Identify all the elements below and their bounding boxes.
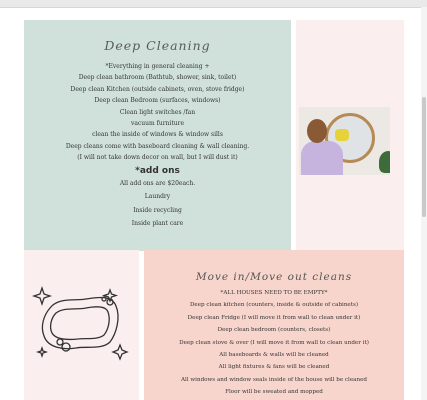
deep-cleaning-line: Deep clean bathroom (Bathtub, shower, sink, toilet) (78, 74, 237, 82)
photo-panel (296, 20, 404, 251)
sparkle-icon (34, 288, 50, 304)
deep-cleaning-line: Deep clean Bedroom (surfaces, windows) (94, 97, 221, 105)
add-on-item: All add ons are $20each. (119, 179, 196, 187)
top-scroll-strip (0, 0, 427, 8)
add-on-item: Inside recycling (133, 206, 182, 214)
move-cleans-line: All light fixtures & fans will be cleaned (218, 364, 330, 371)
move-cleans-line: All windows and window seals inside of the house will be cleaned (181, 376, 367, 383)
deep-cleaning-line: Deep clean Kitchen (outside cabinets, oven, stove fridge) (70, 85, 245, 93)
scrollbar-thumb[interactable] (422, 97, 426, 217)
move-cleans-line: Deep clean bedroom (counters, closets) (217, 327, 331, 334)
flyer-page (8, 10, 419, 400)
deep-cleaning-panel (24, 20, 291, 251)
deep-cleaning-line: *Everything in general cleaning + (105, 63, 210, 70)
bubbles-icon (57, 339, 63, 345)
glove-shape (335, 129, 349, 141)
plant-shape (379, 151, 390, 173)
move-cleans-line: Deep clean Fridge (I will move it from wall to clean under it) (187, 314, 361, 321)
add-ons-heading: *add ons (135, 165, 180, 176)
deep-cleaning-line: vacuum furniture (130, 120, 185, 128)
deep-cleaning-line: Deep cleans come with baseboard cleaning & wall cleaning. (65, 142, 250, 150)
deep-cleaning-title: Deep Cleaning (104, 38, 211, 53)
move-cleans-panel (144, 250, 404, 400)
person-head-shape (307, 119, 327, 143)
move-cleans-line: Floor will be sweated and mopped (225, 389, 323, 396)
move-cleans-line: Deep clean kitchen (counters, inside & outside of cabinets) (189, 302, 359, 309)
soap-bar-icon (24, 250, 139, 400)
person-body-shape (301, 141, 343, 175)
scrollbar[interactable] (421, 7, 427, 400)
move-cleans-title: Move in/Move out cleans (195, 271, 353, 283)
deep-cleaning-line: clean the inside of windows & window sills (92, 131, 223, 139)
deep-cleaning-line: Clean light switches /fan (119, 108, 196, 116)
cleaning-photo (299, 107, 390, 175)
icon-panel (24, 250, 139, 400)
deep-cleaning-line: (I will not take down decor on wall, but I will dust it) (77, 154, 238, 162)
move-cleans-line: *ALL HOUSES NEED TO BE EMPTY* (220, 290, 328, 296)
move-cleans-line: All baseboards & walls will be cleaned (219, 352, 329, 359)
add-on-item: Laundry (144, 193, 171, 201)
add-on-item: Inside plant care (131, 220, 184, 228)
move-cleans-line: Deep clean stove & over (I will move it from wall to clean under it) (179, 339, 369, 346)
